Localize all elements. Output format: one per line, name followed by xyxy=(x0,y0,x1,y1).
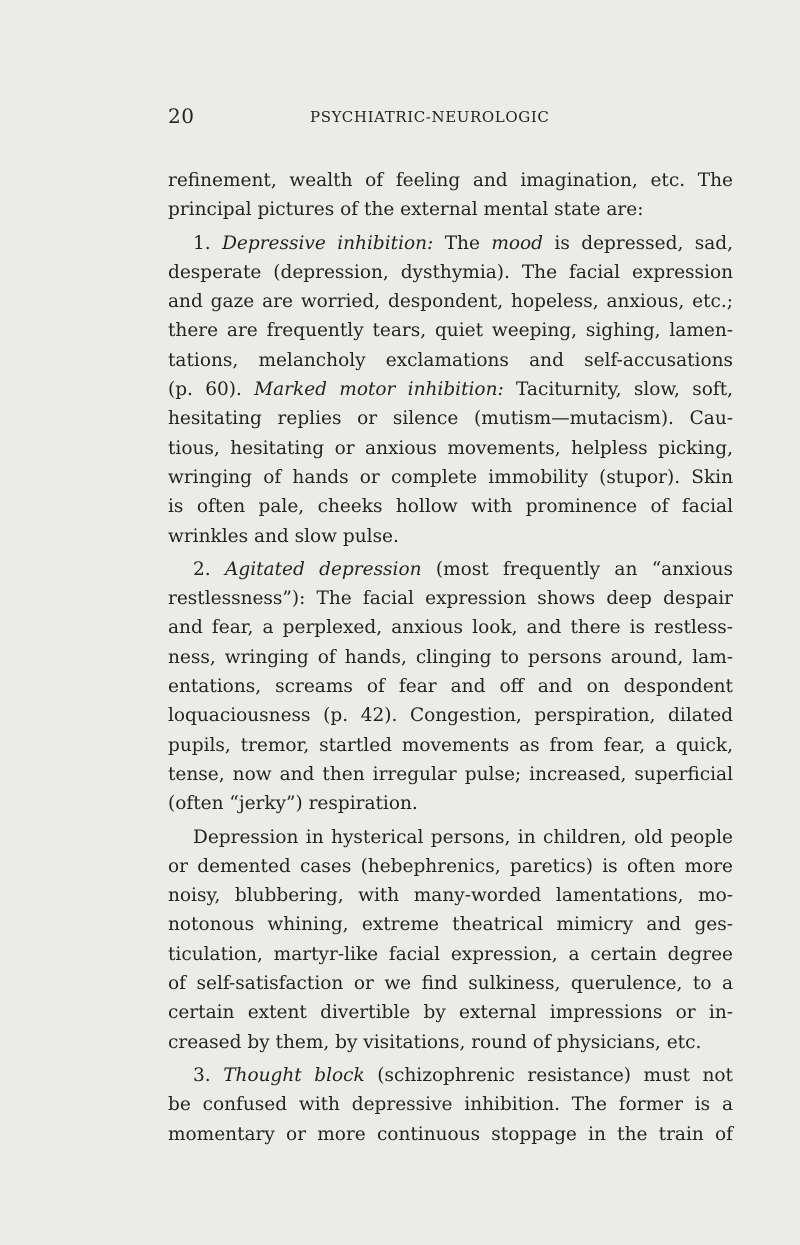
text-line: refinement, wealth of feeling and imagination, etc. The xyxy=(168,170,733,191)
text-line: certain extent divertible by external impressions or in- xyxy=(168,1002,733,1024)
page-number: 20 xyxy=(168,104,195,128)
text-line: wrinkles and slow pulse. xyxy=(168,525,399,547)
text-line: tious, hesitating or anxious movements, helpless picking, xyxy=(168,437,733,459)
text-line: is often pale, cheeks hollow with prominence of facial xyxy=(168,496,733,518)
text-line: 3. Thought block (schizophrenic resistance) must not xyxy=(193,1064,733,1086)
text-line: (p. 60). Marked motor inhibition: Taciturnity, slow, soft, xyxy=(168,379,734,401)
text-line: creased by them, by visitations, round of physicians, etc. xyxy=(168,1031,702,1053)
text-line: (often “jerky”) respiration. xyxy=(168,793,418,815)
text-line: there are frequently tears, quiet weeping, sighing, lamen- xyxy=(168,320,733,342)
text-line: ness, wringing of hands, clinging to persons around, lam- xyxy=(168,646,733,668)
text-line: 2. Agitated depression (most frequently an “anxious xyxy=(193,558,733,580)
text-line: be confused with depressive inhibition. The former is a xyxy=(168,1094,733,1116)
text-line: notonous whining, extreme theatrical mimicry and ges- xyxy=(168,914,733,936)
paragraph-hysterical-depression xyxy=(168,823,733,1057)
paragraph-depressive-inhibition xyxy=(168,229,733,551)
text-line: entations, screams of fear and off and on despondent xyxy=(168,676,733,698)
text-line: and fear, a perplexed, anxious look, and there is restless- xyxy=(168,617,733,639)
paragraph-thought-block xyxy=(168,1061,733,1149)
text-line: pupils, tremor, startled movements as from fear, a quick, xyxy=(168,734,733,756)
text-line: hesitating replies or silence (mutism—mutacism). Cau- xyxy=(168,408,733,430)
body-text xyxy=(168,166,733,1153)
text-line: wringing of hands or complete immobility (stupor). Skin xyxy=(168,466,733,488)
text-line: of self-satisfaction or we find sulkiness, querulence, to a xyxy=(168,973,733,995)
paragraph-intro xyxy=(168,166,733,225)
paragraph-agitated-depression xyxy=(168,555,733,819)
text-line: restlessness”): The facial expression shows deep despair xyxy=(168,588,733,610)
text-line: loquaciousness (p. 42). Congestion, perspiration, dilated xyxy=(168,705,733,727)
text-line: noisy, blubbering, with many-worded lamentations, mo- xyxy=(168,885,733,907)
text-line: ticulation, martyr-like facial expression, a certain degree xyxy=(168,943,733,965)
text-line: desperate (depression, dysthymia). The facial expression xyxy=(168,261,733,283)
text-line: Depression in hysterical persons, in children, old people xyxy=(193,826,733,848)
text-line: and gaze are worried, despondent, hopeless, anxious, etc.; xyxy=(168,291,733,313)
text-line: 1. Depressive inhibition: The mood is depressed, sad, xyxy=(193,232,733,254)
text-line: or demented cases (hebephrenics, paretics) is often more xyxy=(168,855,733,877)
text-line: momentary or more continuous stoppage in the train of xyxy=(168,1123,733,1145)
text-line: tense, now and then irregular pulse; increased, superficial xyxy=(168,763,733,785)
running-head: PSYCHIATRIC-NEUROLOGIC xyxy=(310,108,550,126)
text-line: tations, melancholy exclamations and self-accusations xyxy=(168,349,733,371)
page-header xyxy=(168,104,728,132)
text-line: principal pictures of the external mental state are: xyxy=(168,199,644,221)
